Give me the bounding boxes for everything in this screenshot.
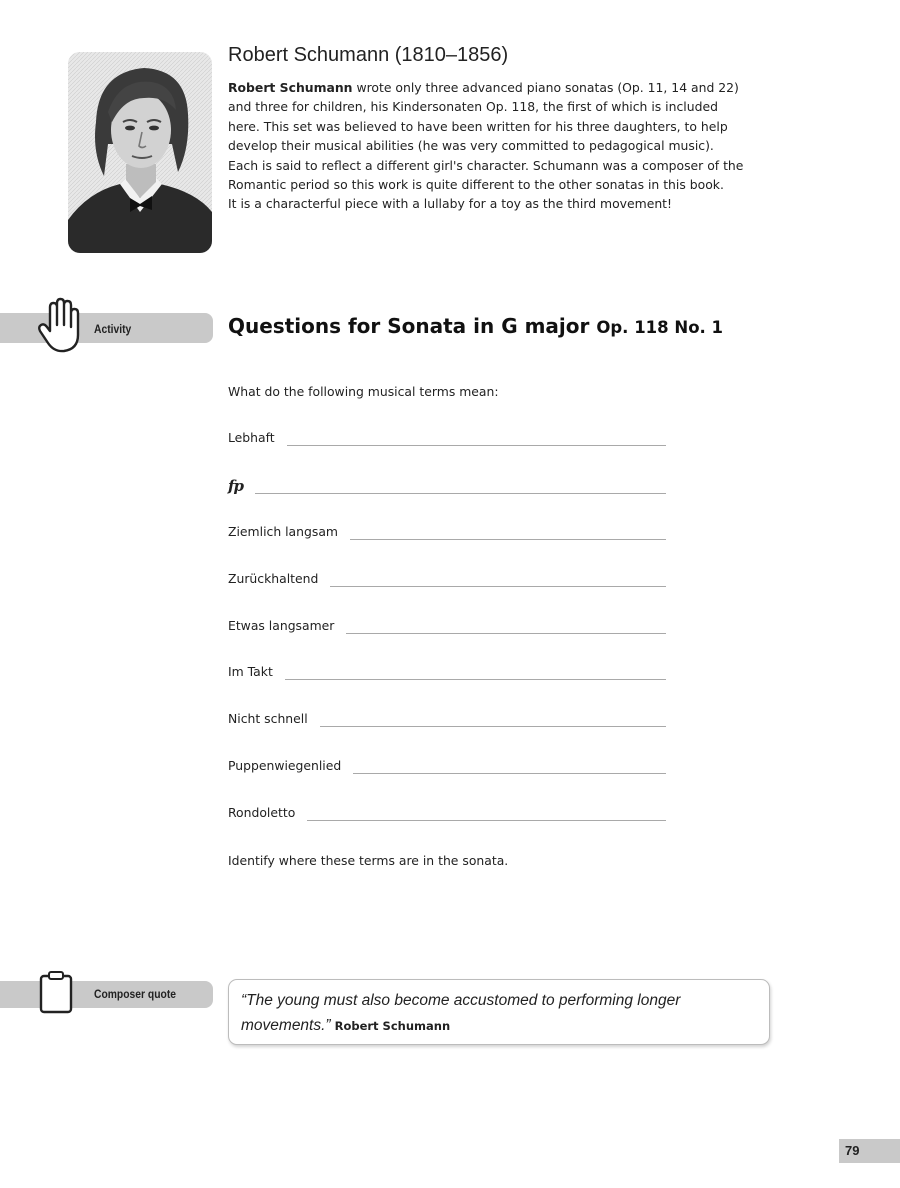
activity-tab (0, 313, 213, 343)
composer-quote-tab (0, 981, 213, 1008)
term-label: Rondoletto (228, 805, 296, 820)
term-label: Etwas langsamer (228, 618, 335, 633)
answer-line[interactable] (287, 444, 666, 446)
bio-line: It is a characterful piece with a lullaby for a toy as the third movement! (228, 196, 673, 212)
answer-line[interactable] (353, 772, 666, 774)
page-number: 79 (839, 1139, 900, 1163)
term-label: Nicht schnell (228, 711, 308, 726)
term-label: Im Takt (228, 664, 273, 679)
term-label: Lebhaft (228, 430, 275, 445)
term-label: fp (228, 477, 243, 495)
clipboard-icon (38, 970, 76, 1014)
activity-heading (228, 314, 723, 338)
activity-tab-label: Activity (94, 322, 132, 336)
term-row (228, 428, 666, 448)
bio-line: and three for children, his Kindersonaten Op. 118, the first of which is included (228, 99, 718, 115)
term-row (228, 522, 666, 542)
answer-line[interactable] (285, 678, 666, 680)
bio-name: Robert Schumann (228, 80, 353, 95)
bio-line: here. This set was believed to have been written for his three daughters, to help (228, 118, 728, 134)
answer-line[interactable] (255, 492, 666, 494)
term-label: Ziemlich langsam (228, 524, 338, 539)
instruction-text: What do the following musical terms mean: (228, 384, 499, 399)
term-row (228, 803, 666, 823)
quote-box (228, 979, 770, 1045)
answer-line[interactable] (307, 819, 666, 821)
term-row (228, 616, 666, 636)
term-row (228, 569, 666, 589)
composer-portrait (68, 52, 212, 253)
quote-author: Robert Schumann (334, 1019, 451, 1033)
hand-icon (36, 297, 84, 355)
heading-main: Questions for Sonata in G major (228, 314, 590, 338)
bio-line: develop their musical abilities (he was very committed to pedagogical music). (228, 138, 714, 154)
term-row (228, 476, 666, 496)
answer-line[interactable] (320, 725, 666, 727)
term-row (228, 709, 666, 729)
quote-body: “The young must also become accustomed to performing longer movements.” (241, 992, 681, 1034)
heading-sub: Op. 118 No. 1 (596, 318, 724, 337)
composer-bio (228, 78, 768, 214)
bio-line: wrote only three advanced piano sonatas (Op. 11, 14 and 22) (352, 80, 739, 95)
quote-text (241, 988, 757, 1039)
answer-line[interactable] (330, 585, 666, 587)
composer-quote-tab-label: Composer quote (94, 987, 176, 1001)
answer-line[interactable] (346, 632, 666, 634)
term-row (228, 756, 666, 776)
bio-line: Each is said to reflect a different girl's character. Schumann was a composer of the (228, 157, 744, 173)
composer-title: Robert Schumann (1810–1856) (228, 44, 509, 66)
answer-line[interactable] (350, 538, 666, 540)
term-label: Zurückhaltend (228, 571, 319, 586)
term-label: Puppenwiegenlied (228, 758, 342, 773)
identify-text: Identify where these terms are in the sonata. (228, 853, 509, 868)
bio-line: Romantic period so this work is quite different to the other sonatas in this book. (228, 177, 724, 193)
term-row (228, 662, 666, 682)
portrait-image (68, 52, 212, 253)
